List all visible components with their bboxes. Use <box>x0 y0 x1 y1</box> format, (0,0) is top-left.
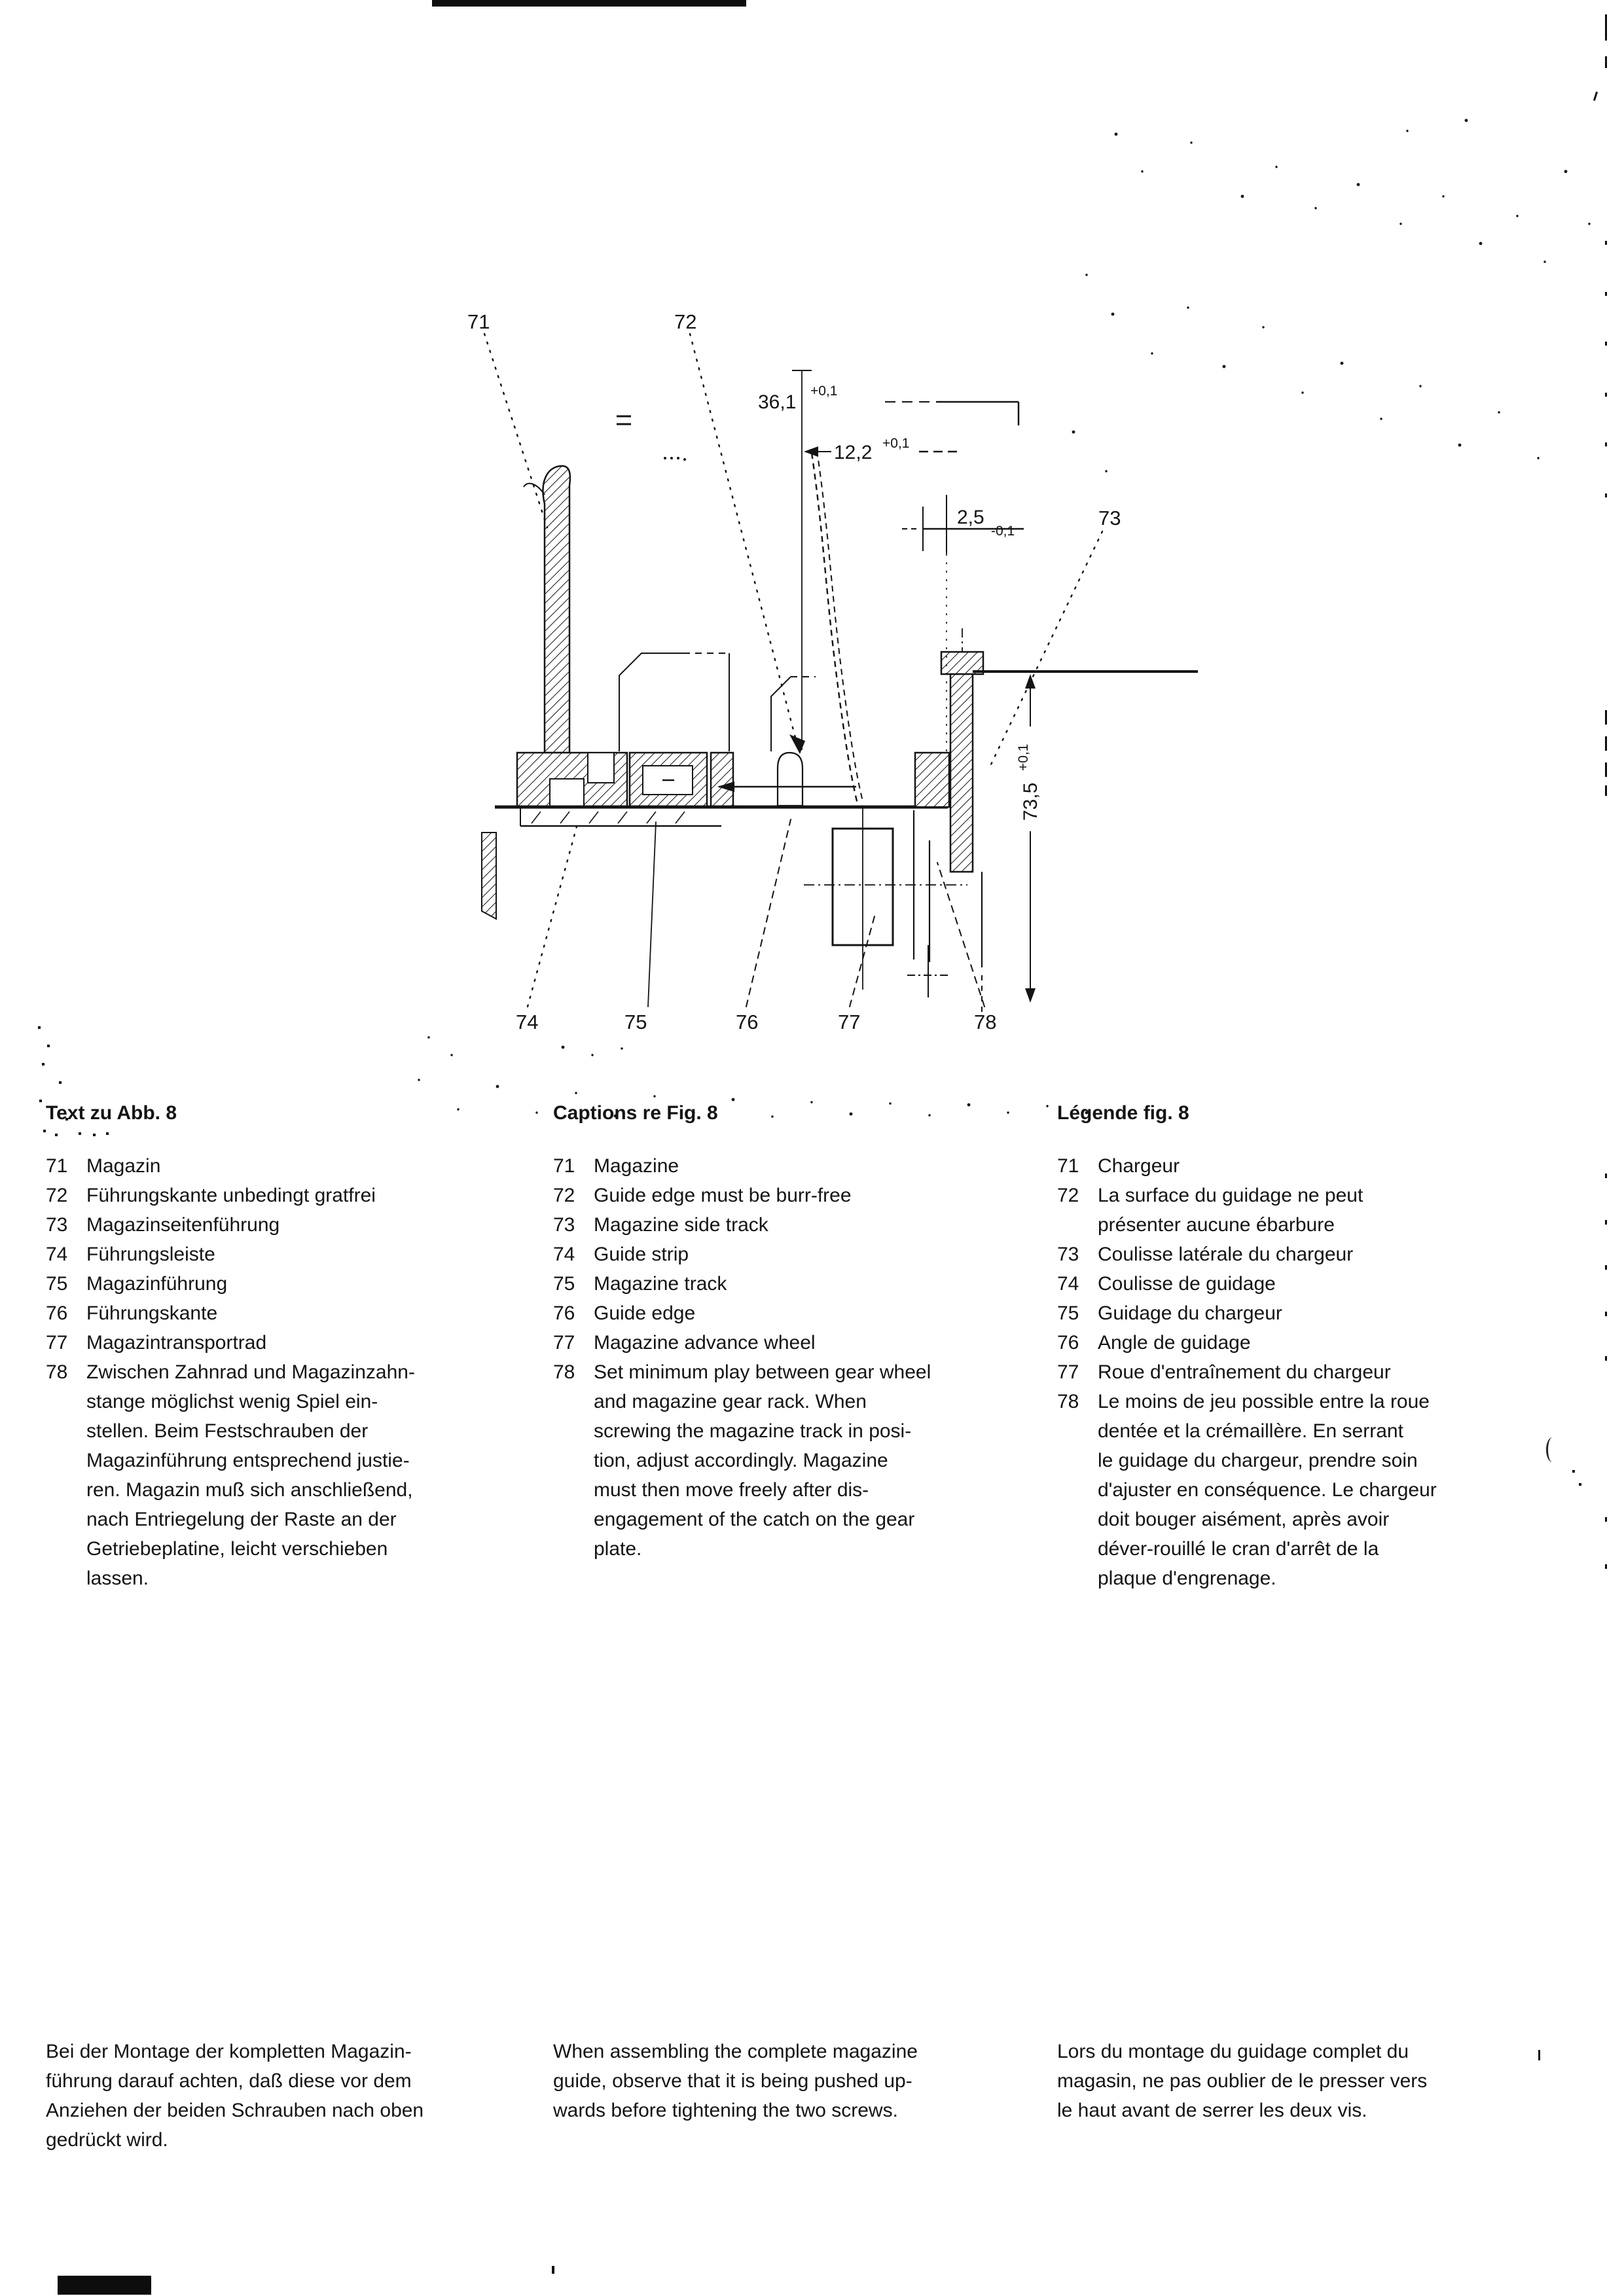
item-number: 76 <box>46 1302 68 1324</box>
item-text: Coulisse latérale du chargeur <box>1098 1244 1354 1265</box>
item-number: 78 <box>46 1361 68 1383</box>
caption-item <box>553 1181 1051 1210</box>
item-number: 73 <box>1057 1244 1079 1265</box>
caption-list <box>46 1151 543 1593</box>
item-number: 74 <box>1057 1273 1079 1295</box>
item-text: Magazine <box>594 1155 679 1177</box>
item-number: 77 <box>1057 1361 1079 1383</box>
item-text: Guide strip <box>594 1244 689 1265</box>
callout-71: 71 <box>467 310 490 333</box>
item-text: Guide edge must be burr-free <box>594 1185 852 1206</box>
column-header: Captions re Fig. 8 <box>553 1102 718 1124</box>
caption-item <box>553 1299 1051 1328</box>
callout-72: 72 <box>674 310 697 333</box>
item-number: 76 <box>1057 1332 1079 1354</box>
caption-item <box>553 1240 1051 1269</box>
svg-text:+0,1: +0,1 <box>882 436 910 451</box>
caption-item <box>1057 1357 1555 1387</box>
item-text: Führungskante <box>86 1302 218 1324</box>
assembly-note: When assembling the complete magazine guide, observe that it is being pushed up- wards before tightening the two screws. <box>553 2041 918 2121</box>
assembly-note: Bei der Montage der kompletten Magazin- führung darauf achten, daß diese vor dem Anziehen der beiden Schrauben nach oben gedrückt wird. <box>46 2041 424 2151</box>
caption-item <box>1057 1151 1555 1181</box>
caption-column-german <box>46 1098 543 2296</box>
item-number: 74 <box>46 1244 68 1265</box>
caption-item <box>553 1151 1051 1181</box>
item-number: 71 <box>1057 1155 1079 1177</box>
callout-75: 75 <box>624 1011 647 1033</box>
guide-strip-sections <box>517 753 733 807</box>
callout-78: 78 <box>974 1011 997 1033</box>
left-strip-section <box>482 833 496 919</box>
item-text: Magazinführung <box>86 1273 228 1295</box>
caption-item <box>553 1269 1051 1299</box>
callout-77: 77 <box>838 1011 861 1033</box>
top-registration-bar <box>432 0 746 7</box>
item-number: 75 <box>46 1273 68 1295</box>
svg-text:2,5: 2,5 <box>957 507 984 528</box>
caption-item <box>553 1210 1051 1240</box>
caption-column-french <box>1057 1098 1555 2296</box>
item-number: 71 <box>46 1155 68 1177</box>
caption-item <box>1057 1240 1555 1269</box>
assembly-note: Lors du montage du guidage complet du magasin, ne pas oublier de le presser vers le haut avant de serrer les deux vis. <box>1057 2041 1428 2121</box>
item-number: 78 <box>1057 1391 1079 1412</box>
item-number: 73 <box>553 1214 575 1236</box>
caption-item <box>553 1328 1051 1357</box>
item-text: Führungskante unbedingt gratfrei <box>86 1185 376 1206</box>
item-number: 72 <box>46 1185 68 1206</box>
svg-text:-0,1: -0,1 <box>991 524 1015 539</box>
item-number: 78 <box>553 1361 575 1383</box>
dimension-73-5 <box>1016 674 1045 1003</box>
caption-item <box>46 1181 543 1210</box>
svg-text:+0,1: +0,1 <box>1016 744 1031 771</box>
item-number: 71 <box>553 1155 575 1177</box>
item-number: 77 <box>553 1332 575 1354</box>
figure-marks <box>617 416 686 461</box>
baseline <box>495 807 948 826</box>
caption-item <box>1057 1328 1555 1357</box>
callout-76: 76 <box>736 1011 759 1033</box>
caption-item <box>46 1151 543 1181</box>
caption-list <box>553 1151 1051 1564</box>
svg-text:12,2: 12,2 <box>834 442 873 463</box>
dimension-36-1 <box>758 384 1019 425</box>
item-number: 76 <box>553 1302 575 1324</box>
caption-item <box>1057 1181 1555 1240</box>
column-header: Légende fig. 8 <box>1057 1102 1189 1124</box>
caption-item <box>1057 1269 1555 1299</box>
guide-edge-section <box>717 370 863 806</box>
caption-item <box>1057 1387 1555 1593</box>
caption-item <box>46 1299 543 1328</box>
item-text: Set minimum play between gear wheel and magazine gear rack. When screwing the magazine track in posi- tion, adjust accordingly. Magazine must then move freely after dis- engagement of the catch on the gear plate. <box>594 1361 931 1560</box>
item-text: Magazine advance wheel <box>594 1332 816 1354</box>
caption-item <box>46 1269 543 1299</box>
caption-item <box>553 1357 1051 1564</box>
callout-73: 73 <box>1098 507 1121 529</box>
caption-item <box>46 1357 543 1593</box>
item-text: Zwischen Zahnrad und Magazinzahn- stange möglichst wenig Spiel ein- stellen. Beim Festschrauben der Magazinführung entsprechend justie- ren. Magazin muß sich anschließend, nach Entriegelung der Raste an der Getriebeplatine, leicht verschieben lassen. <box>86 1361 415 1589</box>
item-text: Magazintransportrad <box>86 1332 267 1354</box>
item-number: 72 <box>553 1185 575 1206</box>
item-text: Magazine side track <box>594 1214 768 1236</box>
item-text: Magazine track <box>594 1273 727 1295</box>
caption-list <box>1057 1151 1555 1593</box>
item-number: 73 <box>46 1214 68 1236</box>
item-number: 74 <box>553 1244 575 1265</box>
item-number: 75 <box>1057 1302 1079 1324</box>
item-text: Guide edge <box>594 1302 696 1324</box>
item-text: Magazinseitenführung <box>86 1214 280 1236</box>
item-text: Magazin <box>86 1155 161 1177</box>
item-text: La surface du guidage ne peut présenter aucune ébarbure <box>1098 1185 1363 1236</box>
item-text: Führungsleiste <box>86 1244 215 1265</box>
callout-74: 74 <box>516 1011 539 1033</box>
svg-text:36,1: 36,1 <box>758 391 797 413</box>
scan-noise-dots <box>418 119 1590 1118</box>
item-text: Angle de guidage <box>1098 1332 1251 1354</box>
caption-item <box>1057 1299 1555 1328</box>
item-number: 75 <box>553 1273 575 1295</box>
item-text: Roue d'entraînement du chargeur <box>1098 1361 1391 1383</box>
gear-wheel-section <box>804 807 967 997</box>
item-number: 77 <box>46 1332 68 1354</box>
figure-8-technical-drawing <box>367 105 1597 1126</box>
column-header: Text zu Abb. 8 <box>46 1102 177 1124</box>
caption-column-english <box>553 1098 1051 2296</box>
item-text: Chargeur <box>1098 1155 1180 1177</box>
svg-text:73,5: 73,5 <box>1020 782 1041 821</box>
caption-item <box>46 1240 543 1269</box>
item-text: Coulisse de guidage <box>1098 1273 1276 1295</box>
side-track-section <box>915 628 1198 1013</box>
magazine-wall-section <box>524 466 570 753</box>
caption-item <box>46 1210 543 1240</box>
item-text: Guidage du chargeur <box>1098 1302 1282 1324</box>
dimension-12-2 <box>804 436 957 463</box>
item-number: 72 <box>1057 1185 1079 1206</box>
caption-item <box>46 1328 543 1357</box>
item-text: Le moins de jeu possible entre la roue dentée et la crémaillère. En serrant le guidage du chargeur, prendre soin d'ajuster en conséquence. Le chargeur doit bouger aisément, après avoir déver-rouillé le cran d'arrêt de la plaque d'engrenage. <box>1098 1391 1437 1589</box>
svg-text:+0,1: +0,1 <box>810 384 838 399</box>
